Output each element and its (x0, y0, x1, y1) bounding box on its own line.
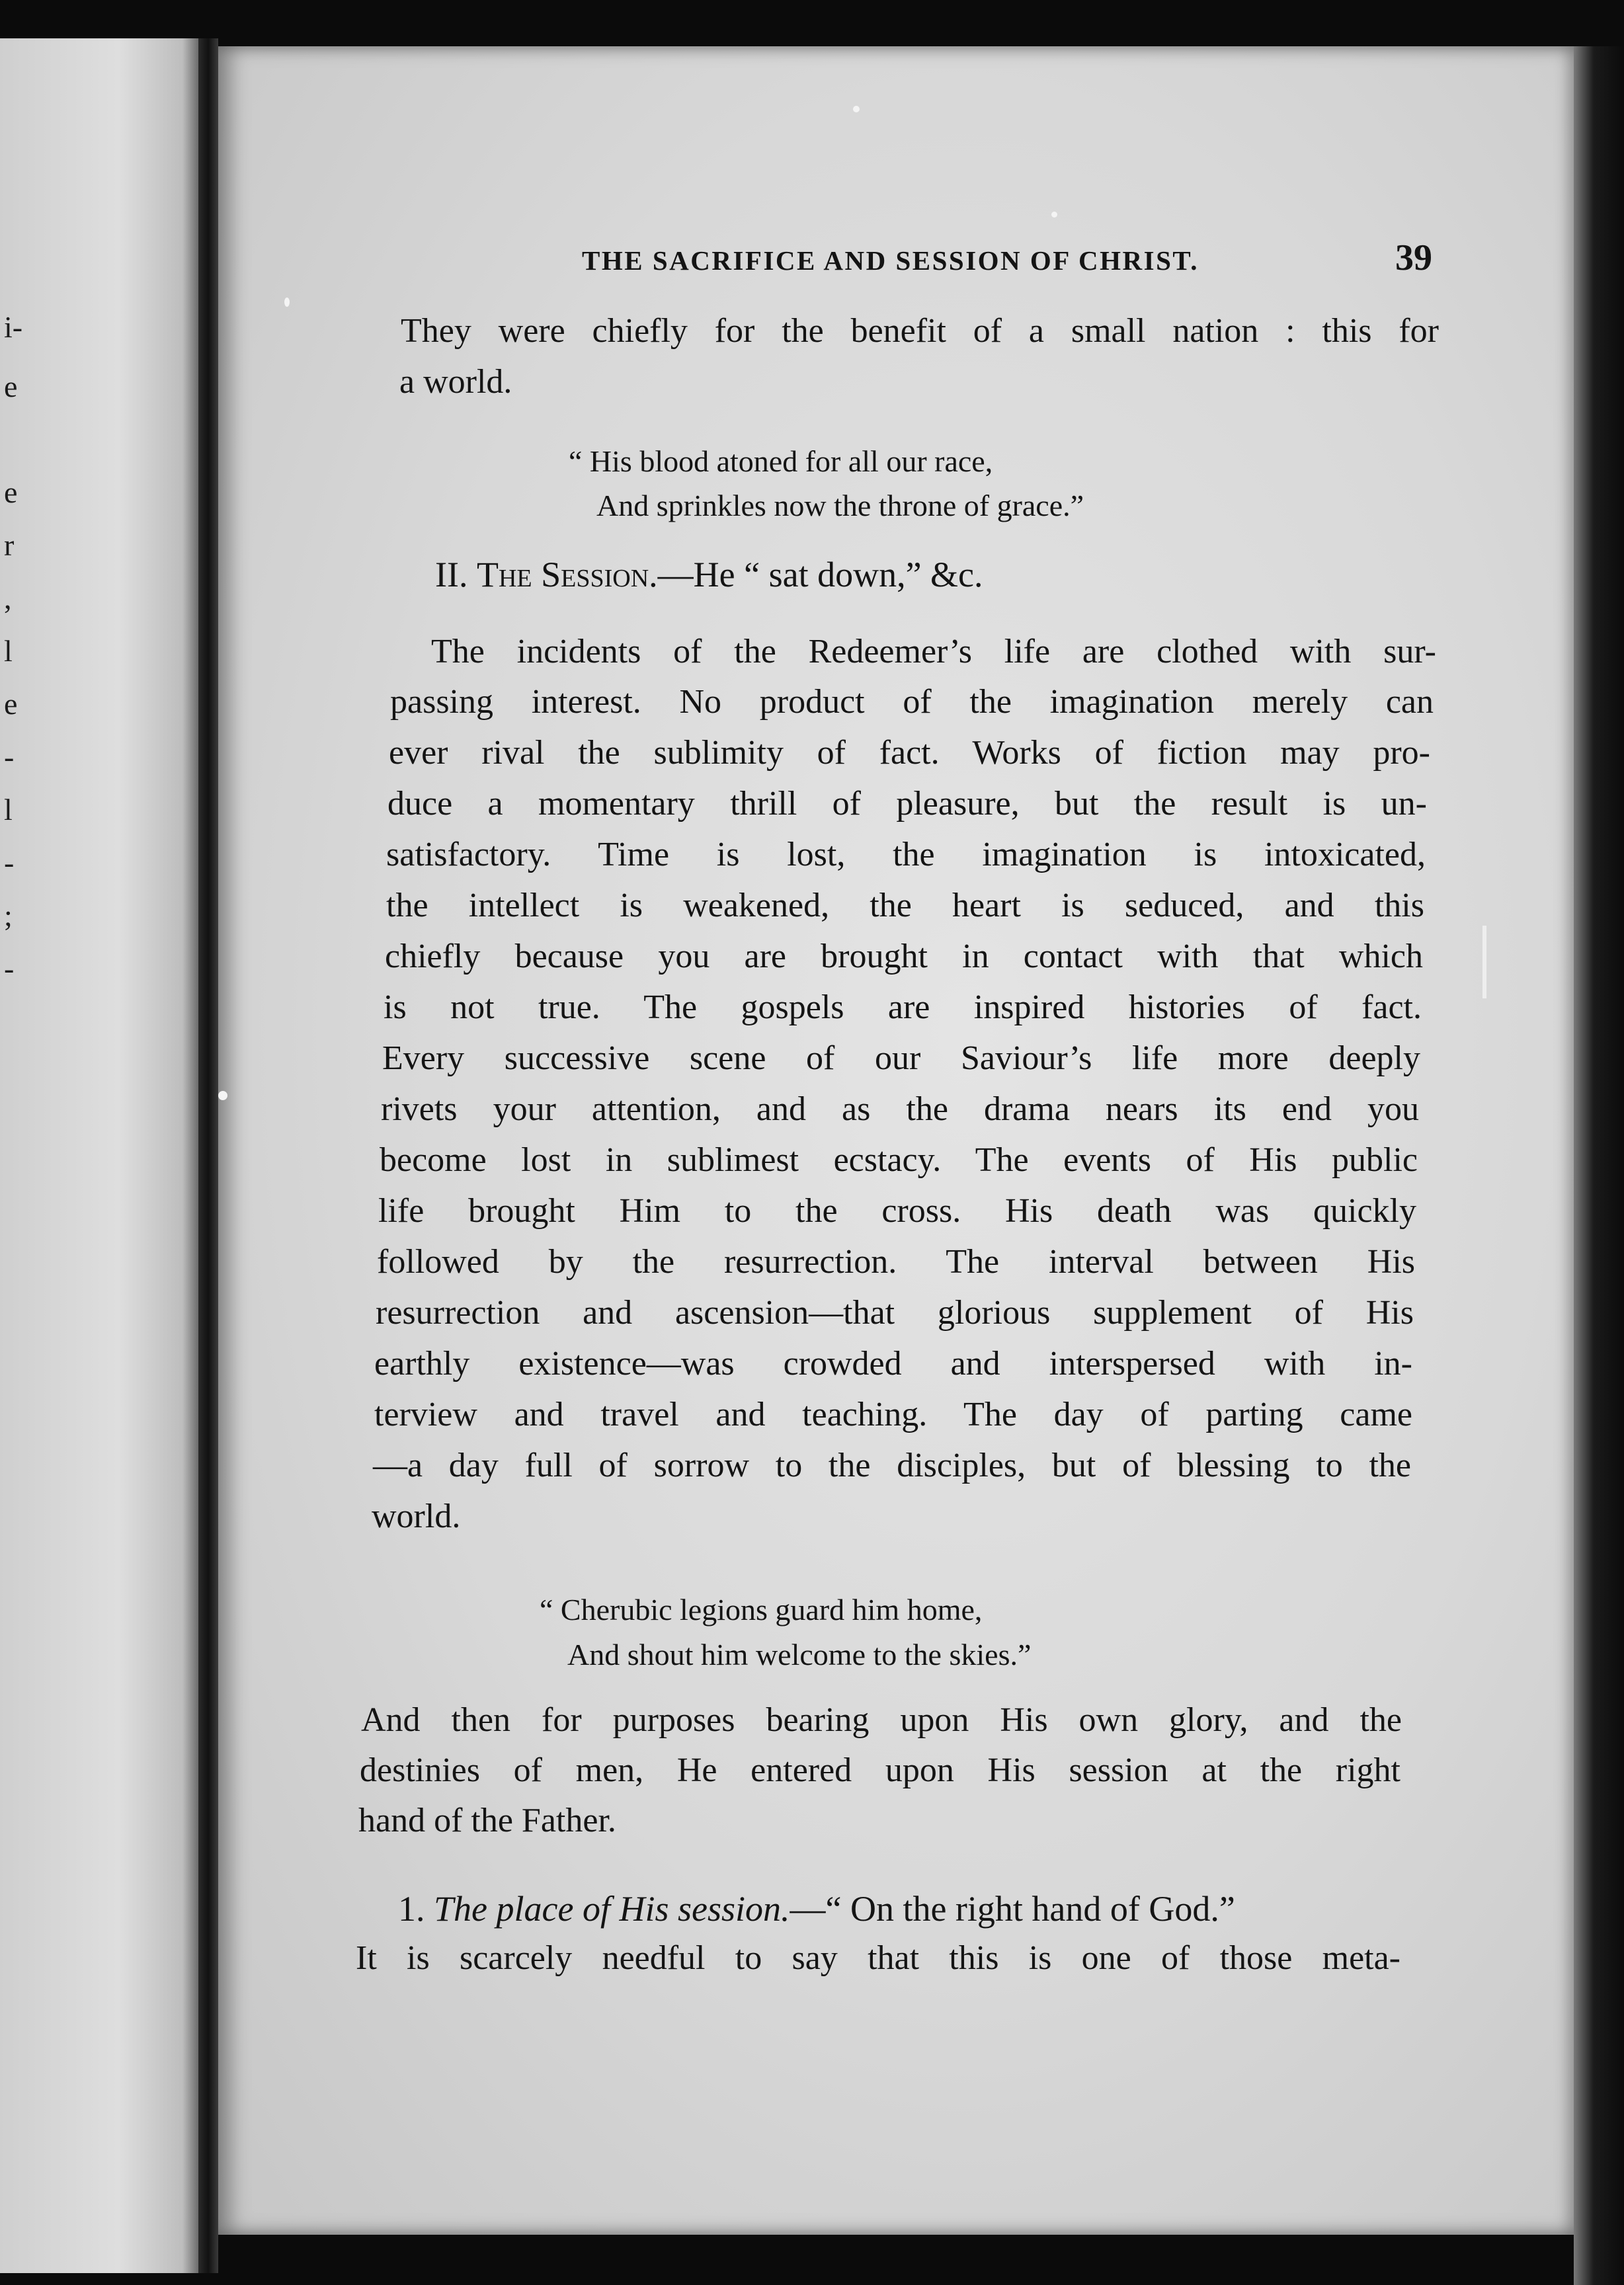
section-heading (435, 557, 983, 592)
scan-speck (1051, 212, 1057, 218)
scan-speck (218, 1091, 227, 1100)
left-page-fragment: l (4, 634, 13, 668)
previous-page-edge (0, 38, 198, 2273)
text-line: The incidents of the Redeemer’s life are clothed with sur- (431, 633, 1436, 670)
running-title: THE SACRIFICE AND SESSION OF CHRIST. (582, 245, 1199, 276)
left-page-fragment: e (4, 370, 18, 403)
text-line: hand of the Father. (358, 1802, 616, 1839)
point-title: The place of His session. (434, 1889, 790, 1929)
section-heading-rest: —He “ sat down,” &c. (657, 555, 983, 594)
text-line: world. (372, 1498, 461, 1535)
left-page-fragment: ; (4, 899, 13, 932)
text-line: resurrection and ascension—that glorious supplement of His (376, 1294, 1414, 1332)
section-numeral: II. (435, 555, 468, 594)
point-number: 1. (398, 1889, 425, 1929)
left-page-fragment: - (4, 951, 15, 985)
text-line: ever rival the sublimity of fact. Works of fiction may pro- (389, 734, 1430, 772)
text-line: —a day full of sorrow to the disciples, but of blessing to the (373, 1447, 1411, 1484)
text-line: a world. (399, 363, 512, 401)
left-page-fragment: e (4, 475, 18, 509)
left-page-fragment: l (4, 793, 13, 826)
text-line: is not true. The gospels are inspired histories of fact. (384, 988, 1422, 1026)
left-page-fragment: r (4, 528, 15, 562)
text-line: chiefly because you are brought in contact with that which (385, 938, 1423, 975)
book-gutter (198, 38, 218, 2273)
text-line: followed by the resurrection. The interval between His (377, 1243, 1415, 1281)
point-quote: —“ On the right hand of God.” (790, 1889, 1235, 1929)
left-page-fragment: i- (4, 310, 23, 344)
text-line: destinies of men, He entered upon His session at the right (360, 1751, 1401, 1789)
text-line: life brought Him to the cross. His death was quickly (378, 1192, 1416, 1230)
scan-speck (853, 106, 860, 112)
text-line: rivets your attention, and as the drama nears its end you (381, 1090, 1419, 1128)
text-line: duce a momentary thrill of pleasure, but the result is un- (387, 785, 1427, 822)
scan-scratch (1482, 926, 1486, 998)
text-line: passing interest. No product of the imagination merely can (390, 683, 1434, 721)
text-line: become lost in sublimest ecstacy. The events of His public (380, 1141, 1418, 1179)
section-title: The Session. (476, 555, 658, 594)
scan-speck (284, 298, 290, 307)
left-page-fragment: - (4, 740, 15, 774)
left-page-fragment: e (4, 687, 18, 721)
verse-line: And sprinkles now the throne of grace.” (596, 489, 1084, 522)
verse-line: “ Cherubic legions guard him home, (540, 1593, 983, 1626)
point-heading (398, 1891, 1235, 1927)
page-edge-shadow (1574, 46, 1624, 2285)
text-line: the intellect is weakened, the heart is seduced, and this (386, 887, 1424, 924)
verse-line: “ His blood atoned for all our race, (569, 444, 993, 478)
text-line: And then for purposes bearing upon His own glory, and the (361, 1701, 1402, 1739)
text-line: Every successive scene of our Saviour’s life more deeply (382, 1039, 1420, 1077)
verse-line: And shout him welcome to the skies.” (567, 1638, 1032, 1671)
text-line: It is scarcely needful to say that this is one of those meta- (356, 1939, 1401, 1977)
text-line: terview and travel and teaching. The day of parting came (374, 1396, 1412, 1433)
left-page-fragment: - (4, 846, 15, 879)
left-page-fragment: , (4, 581, 12, 615)
page-number: 39 (1395, 237, 1432, 278)
text-line: satisfactory. Time is lost, the imagination is intoxicated, (386, 836, 1426, 873)
text-line: They were chiefly for the benefit of a small nation : this for (401, 312, 1439, 350)
text-line: earthly existence—was crowded and interspersed with in- (374, 1345, 1412, 1383)
